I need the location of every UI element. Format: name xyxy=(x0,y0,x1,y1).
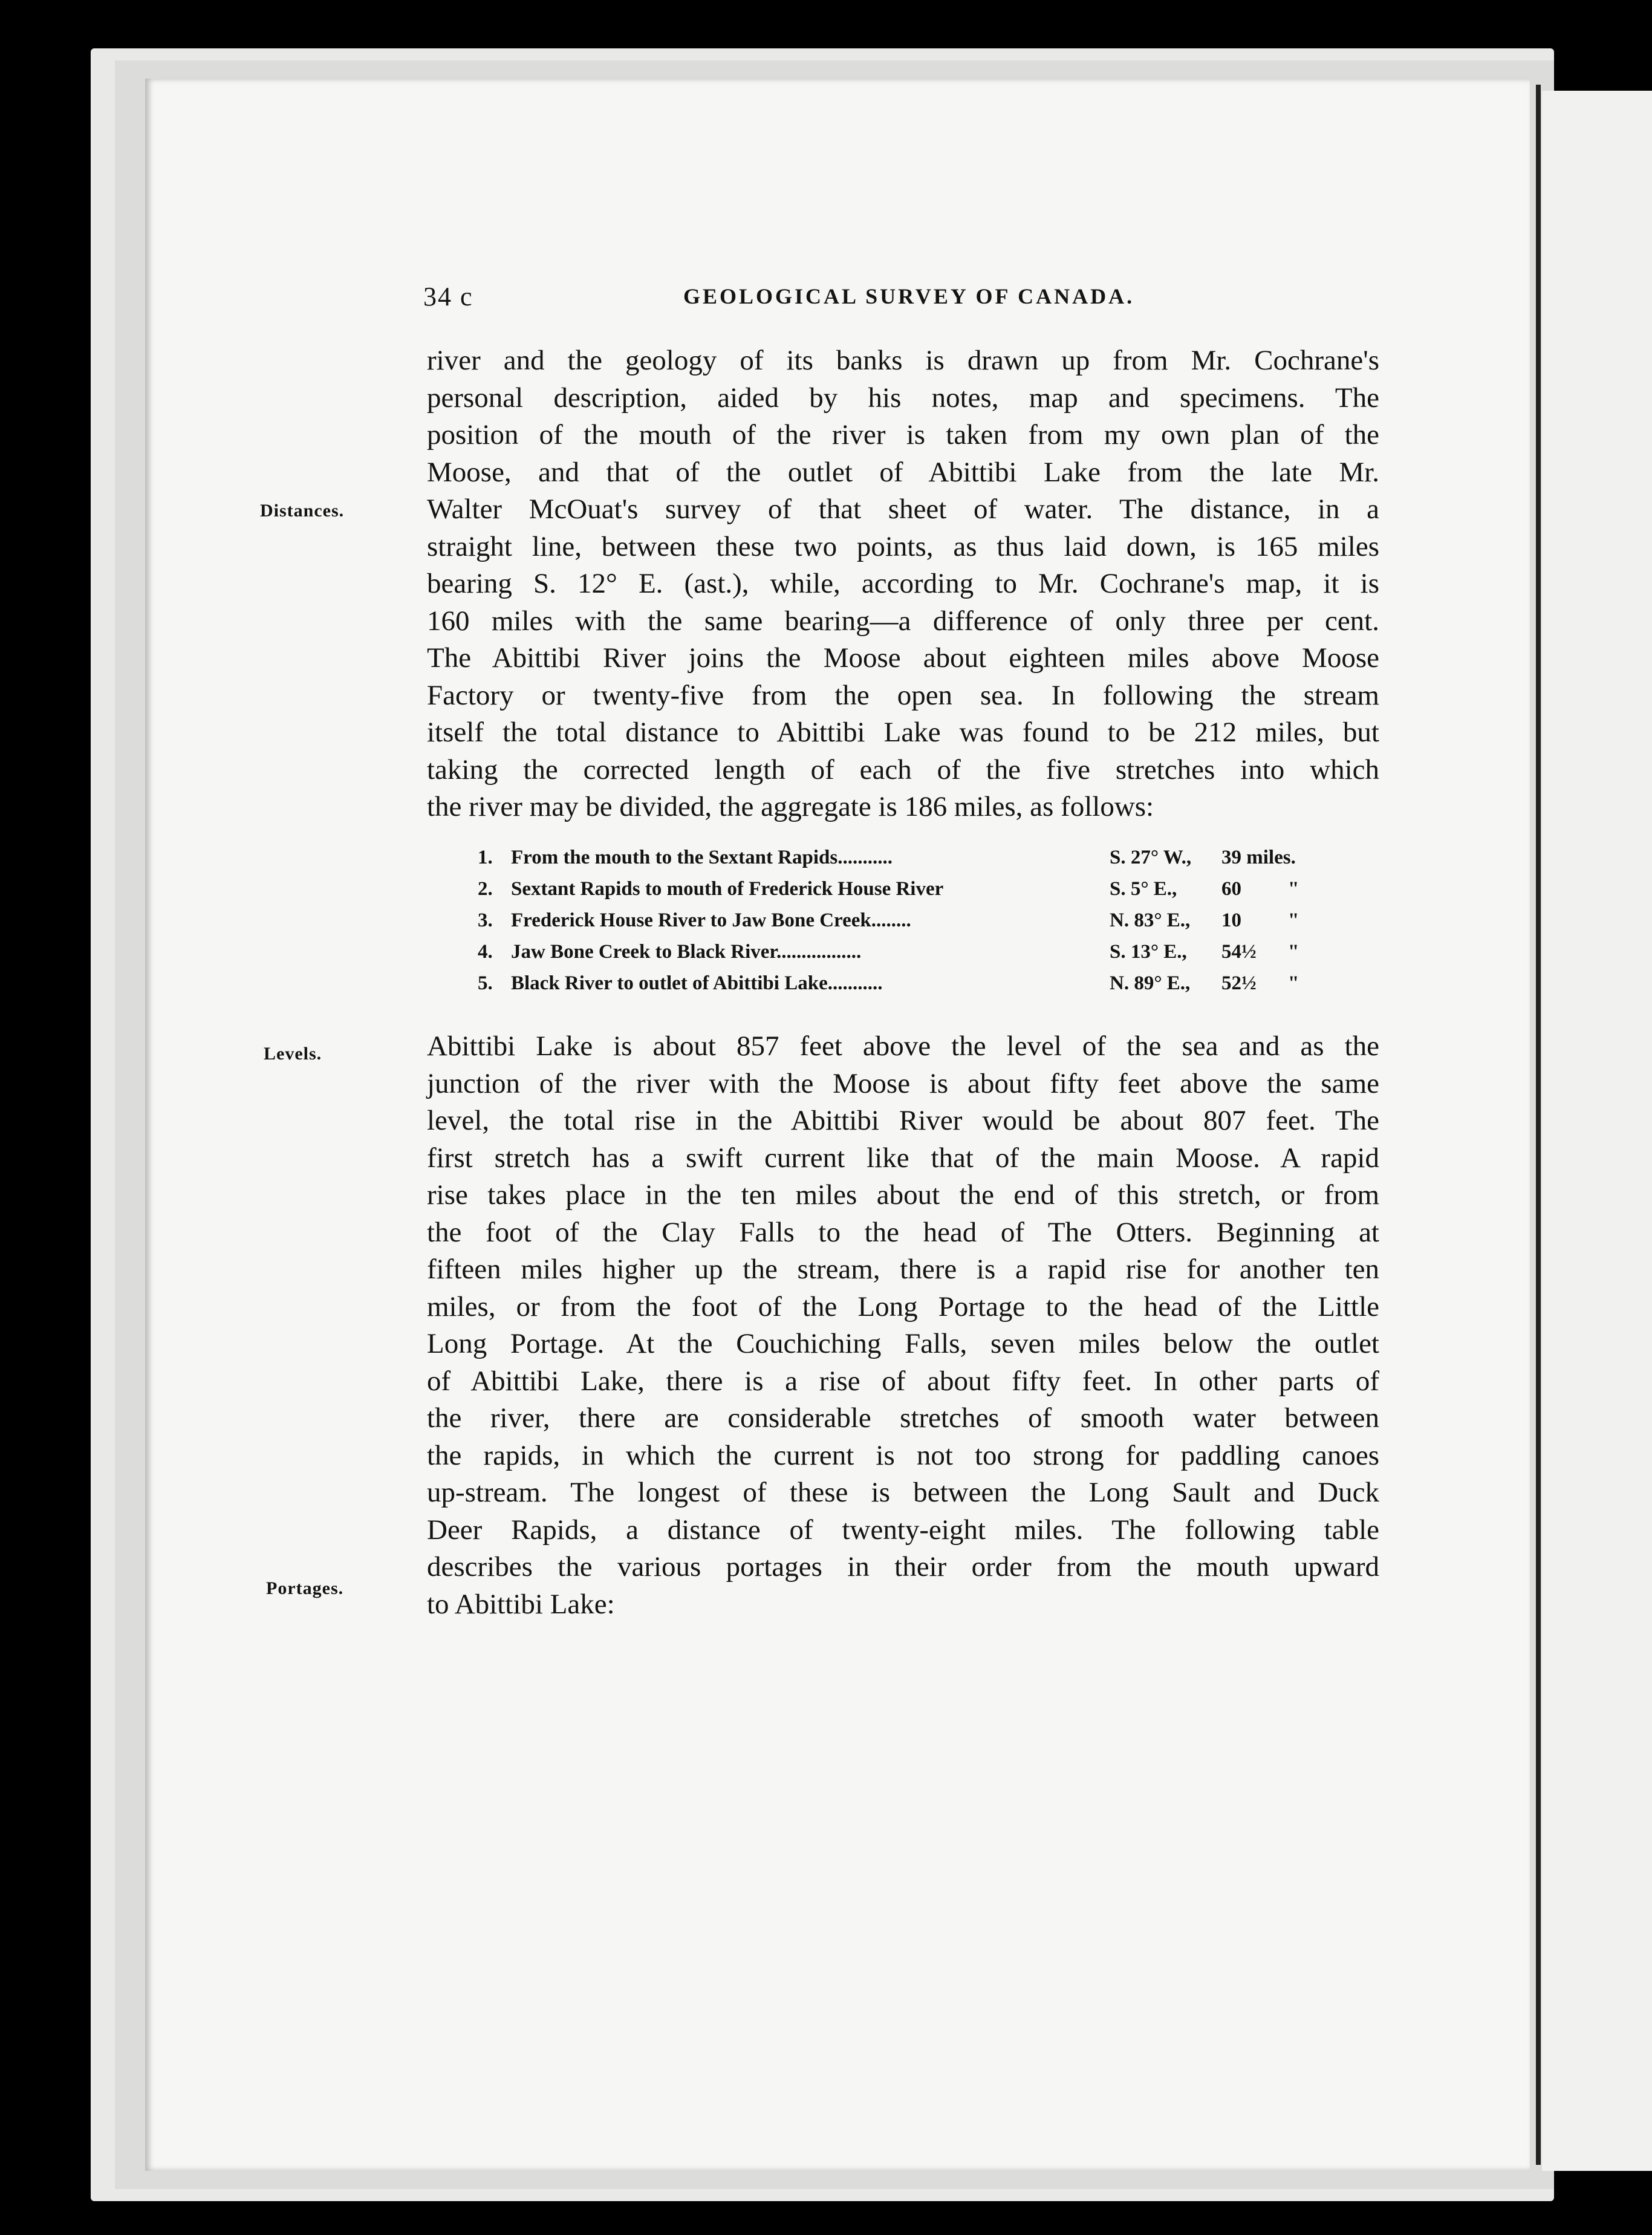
text-line: personal description, aided by his notes, map and specimens. The xyxy=(427,382,1379,414)
page-gutter xyxy=(1536,85,1541,2165)
page-number: 34 c xyxy=(423,282,473,311)
text-line: The Abittibi River joins the Moose about eighteen miles above Moose xyxy=(427,642,1379,674)
table-row xyxy=(478,941,1336,972)
text-line: river and the geology of its banks is drawn up from Mr. Cochrane's xyxy=(427,345,1379,376)
text-line: bearing S. 12° E. (ast.), while, according to Mr. Cochrane's map, it is xyxy=(427,568,1379,599)
row-ditto: " xyxy=(1288,972,1299,994)
row-description: Jaw Bone Creek to Black River................. xyxy=(511,941,862,963)
text-line: level, the total rise in the Abittibi River would be about 807 feet. The xyxy=(427,1105,1379,1136)
margin-note-portages: Portages. xyxy=(266,1578,344,1598)
row-number: 2. xyxy=(478,878,493,900)
text-line: first stretch has a swift current like that of the main Moose. A rapid xyxy=(427,1142,1379,1174)
table-row xyxy=(478,909,1336,941)
running-title: GEOLOGICAL SURVEY OF CANADA. xyxy=(683,284,1135,308)
row-description: Frederick House River to Jaw Bone Creek........ xyxy=(511,909,911,931)
row-number: 3. xyxy=(478,909,493,931)
text-line: straight line, between these two points, as thus laid down, is 165 miles xyxy=(427,530,1379,562)
text-line: Deer Rapids, a distance of twenty-eight miles. The following table xyxy=(427,1514,1379,1546)
text-line: Factory or twenty-five from the open sea. In following the stream xyxy=(427,679,1379,711)
stretches-table xyxy=(478,847,1336,1004)
paragraph-levels xyxy=(427,1028,1379,1623)
text-line: the river, there are considerable stretches of smooth water between xyxy=(427,1402,1379,1434)
paragraph-distances xyxy=(427,342,1379,826)
text-line: Walter McOuat's survey of that sheet of water. The distance, in a xyxy=(427,493,1379,525)
text-line: the river may be divided, the aggregate is 186 miles, as follows: xyxy=(427,791,1154,822)
text-line: describes the various portages in their order from the mouth upward xyxy=(427,1551,1379,1583)
row-bearing: N. 83° E., xyxy=(1110,909,1191,931)
row-distance: 60 xyxy=(1221,878,1241,900)
row-ditto: " xyxy=(1288,941,1299,963)
row-distance: 39 miles. xyxy=(1221,847,1296,868)
table-row xyxy=(478,878,1336,909)
text-line: rise takes place in the ten miles about the end of this stretch, or from xyxy=(427,1179,1379,1211)
text-line: Moose, and that of the outlet of Abittibi Lake from the late Mr. xyxy=(427,456,1379,488)
row-distance: 52½ xyxy=(1221,972,1257,994)
row-distance: 10 xyxy=(1221,909,1241,931)
text-line: Long Portage. At the Couchiching Falls, seven miles below the outlet xyxy=(427,1328,1379,1359)
text-line: the rapids, in which the current is not too strong for paddling canoes xyxy=(427,1439,1379,1471)
text-line: miles, or from the foot of the Long Portage to the head of the Little xyxy=(427,1290,1379,1322)
margin-note-levels: Levels. xyxy=(264,1044,322,1064)
table-row xyxy=(478,972,1336,1004)
text-line: to Abittibi Lake: xyxy=(427,1588,615,1620)
text-line: junction of the river with the Moose is about fifty feet above the same xyxy=(427,1067,1379,1099)
text-line: up-stream. The longest of these is between the Long Sault and Duck xyxy=(427,1477,1379,1508)
row-number: 5. xyxy=(478,972,493,994)
text-line: position of the mouth of the river is taken from my own plan of the xyxy=(427,419,1379,451)
row-description: From the mouth to the Sextant Rapids........... xyxy=(511,847,893,868)
running-head xyxy=(423,281,1330,317)
facing-page-edge xyxy=(1542,91,1652,2171)
row-bearing: S. 5° E., xyxy=(1110,878,1177,900)
text-line: taking the corrected length of each of the five stretches into which xyxy=(427,753,1379,786)
row-description: Black River to outlet of Abittibi Lake........... xyxy=(511,972,883,994)
row-description: Sextant Rapids to mouth of Frederick House River xyxy=(511,878,944,900)
text-line: 160 miles with the same bearing—a difference of only three per cent. xyxy=(427,605,1379,637)
row-bearing: N. 89° E., xyxy=(1110,972,1191,994)
row-ditto: " xyxy=(1288,909,1299,931)
row-bearing: S. 13° E., xyxy=(1110,941,1187,963)
row-number: 4. xyxy=(478,941,493,963)
margin-note-distances: Distances. xyxy=(260,501,345,521)
table-row xyxy=(478,847,1336,878)
row-distance: 54½ xyxy=(1221,941,1257,963)
text-line: itself the total distance to Abittibi Lake was found to be 212 miles, but xyxy=(427,717,1379,748)
row-number: 1. xyxy=(478,847,493,868)
row-bearing: S. 27° W., xyxy=(1110,847,1192,868)
row-ditto: " xyxy=(1288,878,1299,900)
text-line: fifteen miles higher up the stream, there is a rapid rise for another ten xyxy=(427,1254,1379,1285)
text-line: the foot of the Clay Falls to the head of The Otters. Beginning at xyxy=(427,1216,1379,1248)
text-line: Abittibi Lake is about 857 feet above the level of the sea and as the xyxy=(427,1030,1379,1062)
text-line: of Abittibi Lake, there is a rise of about fifty feet. In other parts of xyxy=(427,1365,1379,1397)
